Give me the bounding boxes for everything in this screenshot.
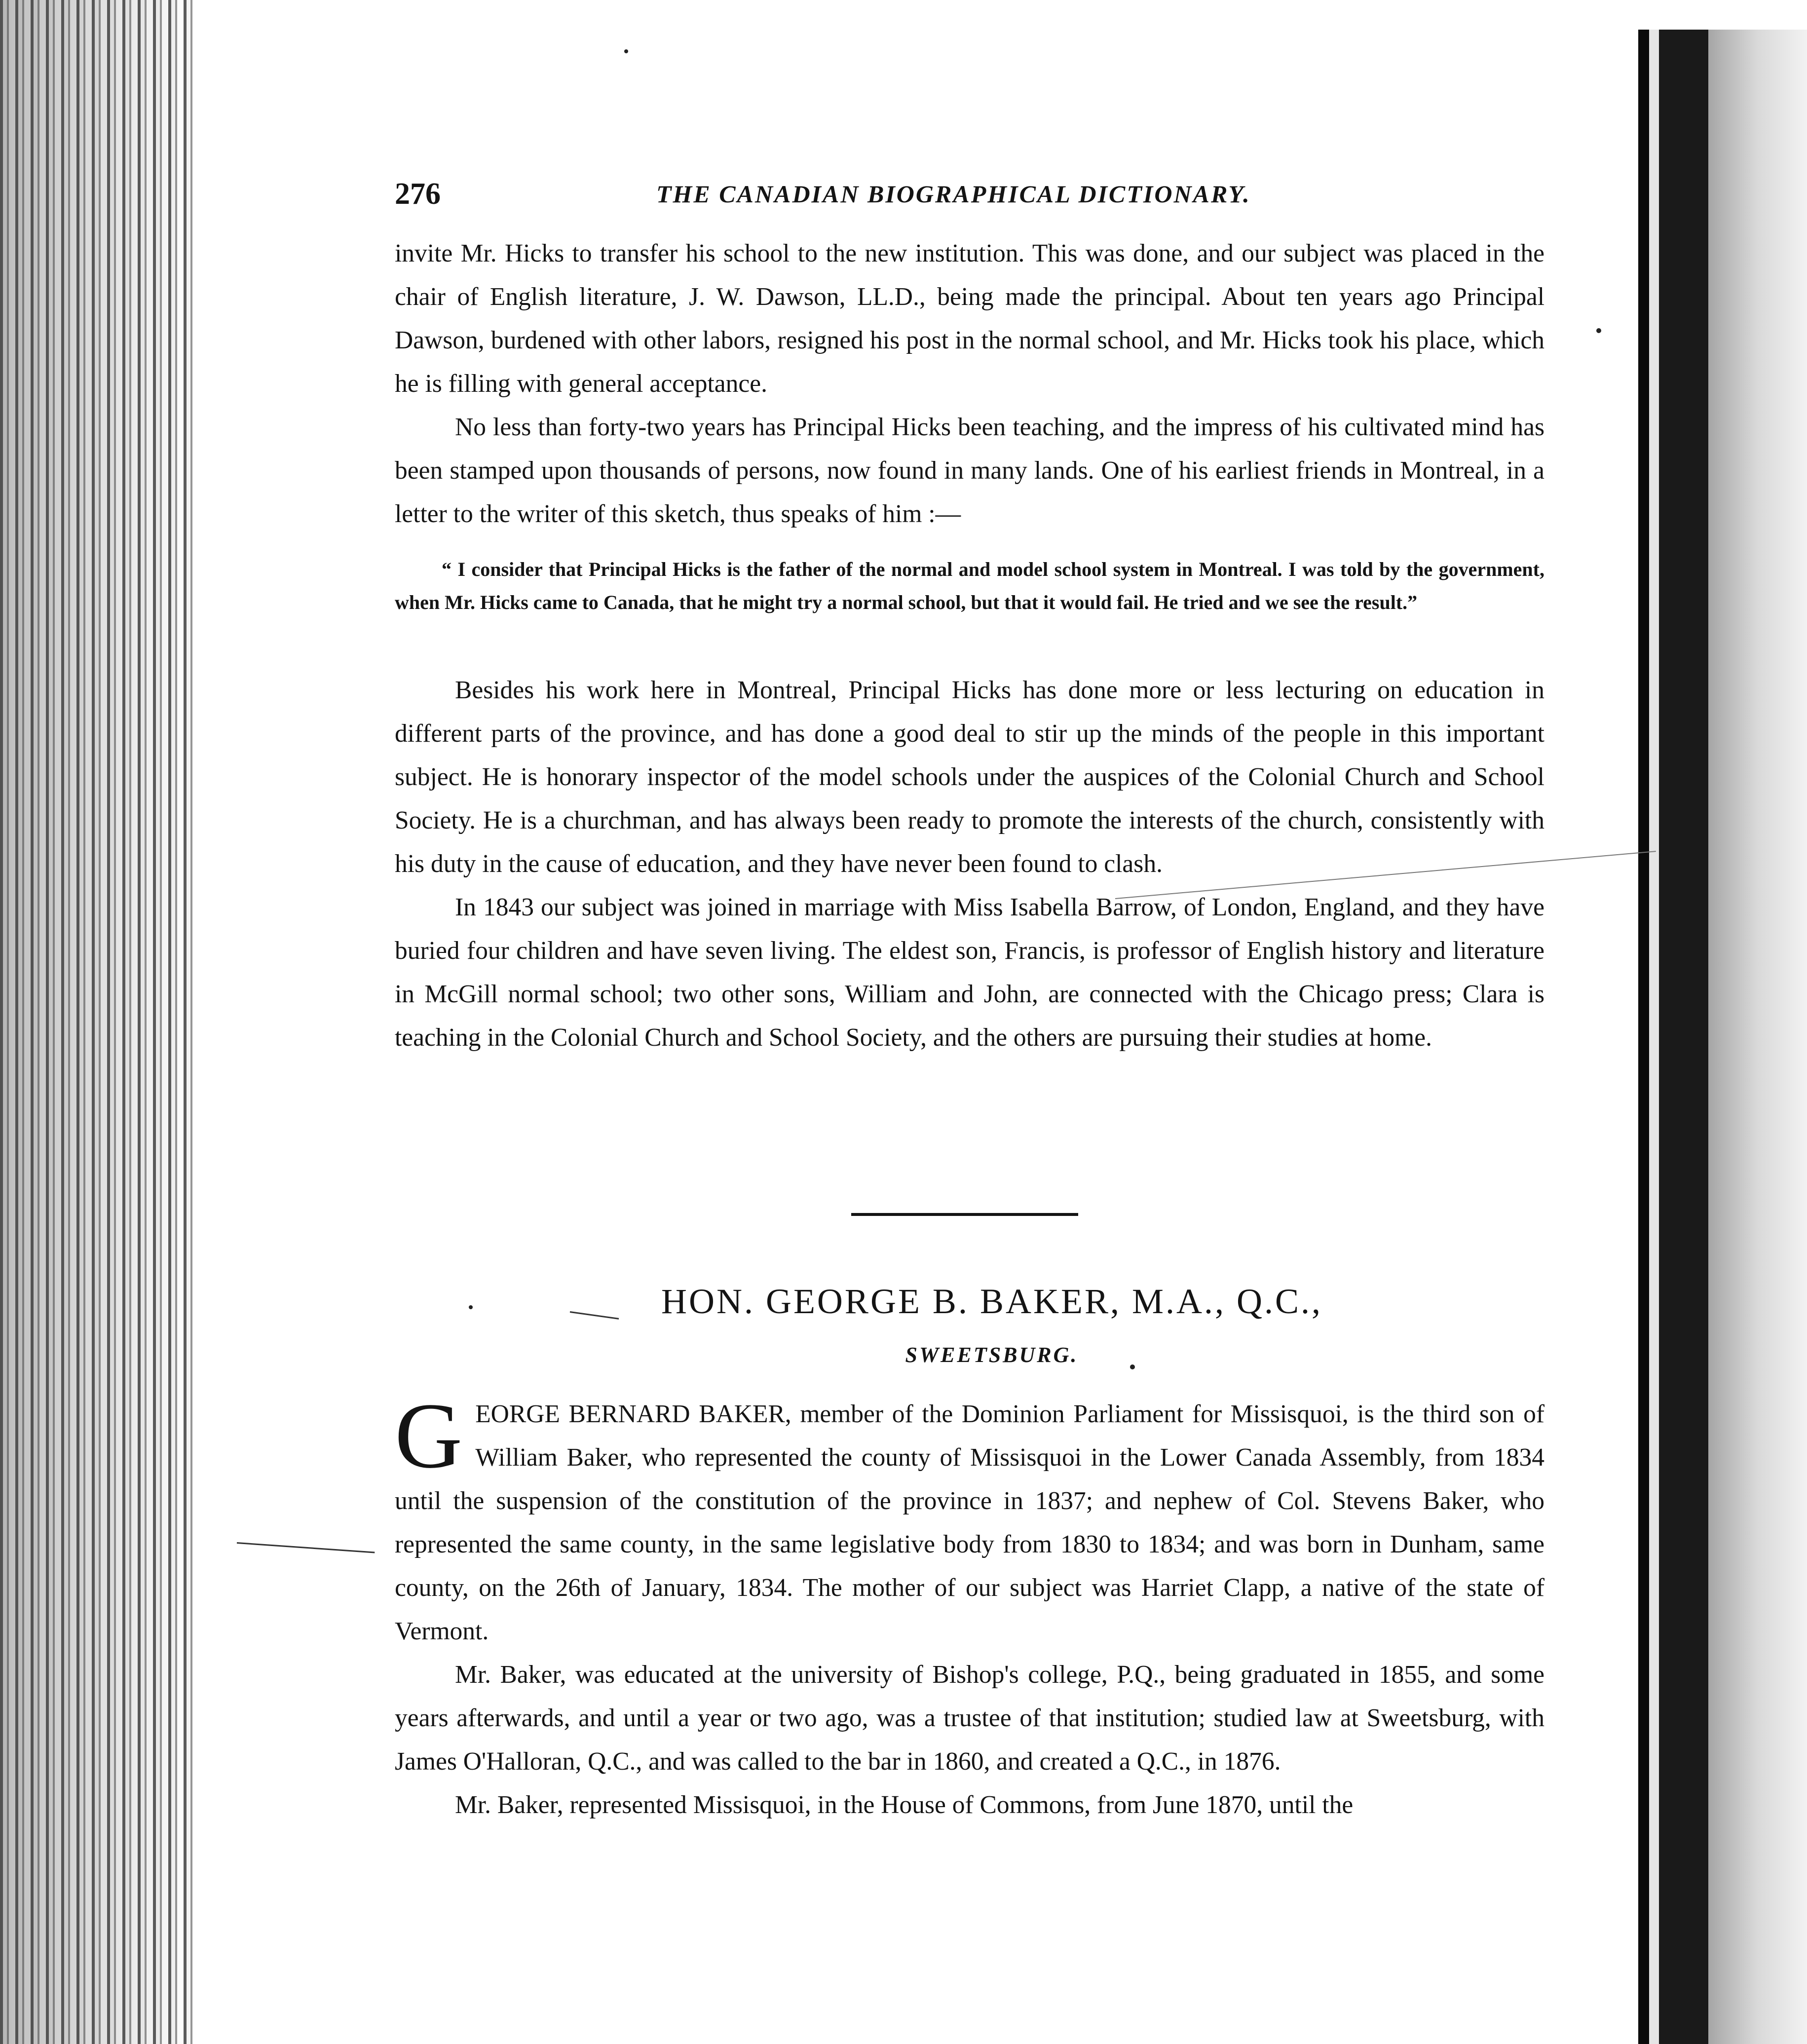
page-number: 276 <box>395 177 441 211</box>
baker-biography <box>395 1384 1544 1827</box>
section-divider <box>851 1213 1078 1216</box>
scan-speck <box>469 1305 473 1309</box>
paragraph: Mr. Baker, was educated at the university of Bishop's college, P.Q., being graduated in 1855, and some years afterwards, and until a year or two ago, was a trustee of that institution; studied law at Sweetsburg, with James O'Halloran, Q.C., and was called to the bar in 1860, and created a Q.C., in 1876. <box>395 1661 1544 1776</box>
scan-edge-left <box>0 0 192 2044</box>
paragraph: Mr. Baker, represented Missisquoi, in the House of Commons, from June 1870, until the <box>455 1791 1354 1819</box>
paragraph-text: EORGE BERNARD BAKER, member of the Dominion Parliament for Missisquoi, is the third son of William Baker, who represented the county of Missisquoi in the Lower Canada Assembly, from 1834 until the suspension of the constitution of the province in 1837; and nephew of Col. Stevens Baker, who represented the same county, in the same legislative body from 1830 to 1834; and was born in Dunham, same county, on the 26th of January, 1834. The mother of our subject was Harriet Clapp, a native of the state of Vermont. <box>395 1400 1544 1645</box>
paragraph: In 1843 our subject was joined in marriage with Miss Isabella Barrow, of London, England, and they have buried four children and have seven living. The eldest son, Francis, is professor of English history and literature in McGill normal school; two other sons, William and John, are connected with the Chicago press; Clara is teaching in the Colonial Church and School Society, and the others are pursuing their studies at home. <box>395 893 1544 1052</box>
biography-heading: HON. GEORGE B. BAKER, M.A., Q.C., <box>661 1282 1323 1321</box>
block-quote <box>395 553 1544 619</box>
hicks-continuation <box>395 232 1544 536</box>
page-header <box>395 177 1544 216</box>
paragraph <box>395 1384 1544 1653</box>
drop-cap: G <box>395 1384 463 1488</box>
scan-speck <box>1596 328 1601 333</box>
running-head: THE CANADIAN BIOGRAPHICAL DICTIONARY. <box>656 180 1251 208</box>
quote-text: “ I consider that Principal Hicks is the father of the normal and model school system in Montreal. I was told by the government, when Mr. Hicks came to Canada, that he might try a normal school, but that it would fail. He tried and we see the result.” <box>395 558 1544 613</box>
paragraph: invite Mr. Hicks to transfer his school to the new institution. This was done, and our subject was placed in the chair of English literature, J. W. Dawson, LL.D., being made the principal. About ten years ago Principal Dawson, burdened with other labors, resigned his post in the normal school, and Mr. Hicks took his place, which he is filling with general acceptance. <box>395 239 1544 398</box>
biography-location: SWEETSBURG. <box>905 1343 1079 1367</box>
scan-stray-line <box>237 1542 375 1553</box>
paragraph: Besides his work here in Montreal, Principal Hicks has done more or less lecturing on education in different parts of the province, and has done a good deal to stir up the minds of the people in this important subject. He is honorary inspector of the model schools under the auspices of the Colonial Church and School Society. He is a churchman, and has always been ready to promote the interests of the church, consistently with his duty in the cause of education, and they have never been found to clash. <box>395 676 1544 878</box>
hicks-later-life <box>395 669 1544 1060</box>
scan-speck <box>624 49 628 53</box>
scan-edge-right <box>1629 30 1807 2044</box>
paragraph: No less than forty-two years has Principal Hicks been teaching, and the impress of his cultivated mind has been stamped upon thousands of persons, now found in many lands. One of his earliest friends in Montreal, in a letter to the writer of this sketch, thus speaks of him :— <box>395 413 1544 528</box>
